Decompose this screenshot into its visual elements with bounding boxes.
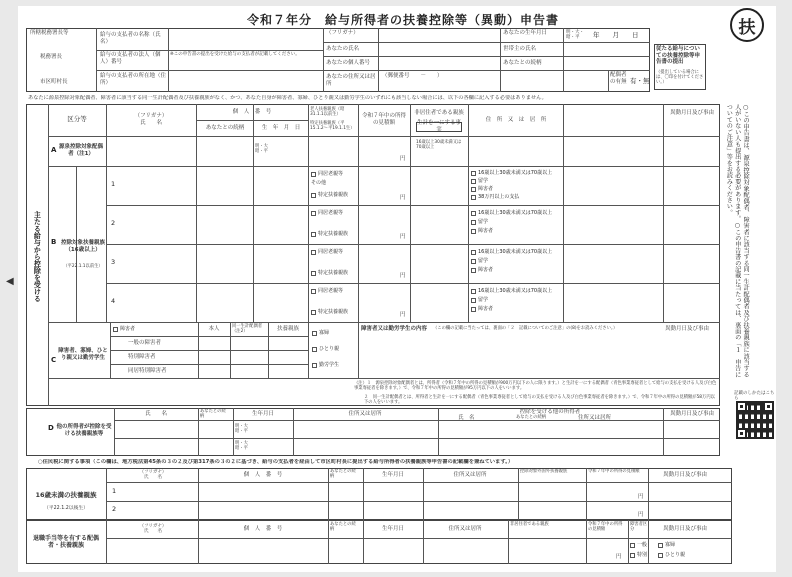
section-a-yen: 円 <box>400 156 406 162</box>
retire-opt-single: ひとり親 <box>665 552 686 558</box>
birth-era: 明・大・昭・平 <box>566 30 584 41</box>
section-b-sub: （平22.1.1以前生） <box>63 264 103 269</box>
row4-yen: 円 <box>400 312 406 318</box>
payer-address-field[interactable] <box>170 72 320 90</box>
retire-name: （フリガナ） 氏 名 <box>139 523 167 534</box>
u16-name: （フリガナ） 氏 名 <box>139 469 167 480</box>
retire-opt-widow: 寡婦 <box>665 542 676 548</box>
your-number-label: あなたの個人番号 <box>326 60 371 66</box>
nonres-r4-opt3: 障害者 <box>478 306 494 312</box>
nonres-r4-1[interactable] <box>471 289 476 294</box>
section-c-letter: C <box>51 356 57 364</box>
col-birth: 生 年 月 日 <box>261 124 301 131</box>
section-a-letter: A <box>51 146 57 154</box>
d-other-earner: 控除を受ける他の所得者 <box>519 408 581 415</box>
retire-nonres: 非居住者である親族 <box>510 522 549 527</box>
d-birth: 生年月日 <box>251 411 274 418</box>
head-name-label: 世帯主の氏名 <box>503 46 537 52</box>
elderly-checkbox-3[interactable] <box>311 250 316 255</box>
retire-disabled: 障害者区分 <box>630 522 648 533</box>
furigana-label: （フリガナ） <box>326 30 359 36</box>
special-opt-r4: 特定扶養親族 <box>318 309 349 315</box>
disability-label: 障害者 <box>120 326 136 332</box>
disability-detail-label: 障害者又は勤労学生の内容 <box>361 326 428 332</box>
widow-checkbox[interactable] <box>312 331 317 336</box>
retire-opt-special: 特別 <box>637 552 648 558</box>
tax-office-label: 所轄税務署長等 <box>30 30 69 36</box>
side-label-main: 主たる給与から控除を受ける <box>33 210 42 302</box>
payer-name-label: 給与の支払者の名称（氏名） <box>100 32 161 45</box>
your-name-field[interactable] <box>380 30 498 54</box>
elderly-opt1-r4: 同居老親等 <box>318 288 344 294</box>
nonres-r3-1[interactable] <box>471 250 476 255</box>
form-page <box>6 6 776 572</box>
u16-row-2: 2 <box>112 505 117 513</box>
special-checkbox-2[interactable] <box>311 232 316 237</box>
elderly-opt1: 同居老親等 <box>318 171 344 177</box>
retire-relation: あなたとの続柄 <box>330 522 356 533</box>
elderly-opt1-r3: 同居老親等 <box>318 249 344 255</box>
row1-yen: 円 <box>400 195 406 201</box>
nonres-checkbox-2[interactable] <box>471 179 476 184</box>
note-2: ２ 同一生計配偶者とは、所得者と生計を一にする配偶者（青色事業専従者として給与の支払を受ける人及び白色事業専従者を除きます。）で、令和７年中の所得の見積額が58万円以下の人をいいます。 <box>364 395 715 406</box>
section-b-letter: B <box>51 238 57 246</box>
under16-sub: （平22.1.2以後生） <box>44 506 89 511</box>
disability-row-general: 一般の障害者 <box>128 340 162 346</box>
col-elderly: 老人扶養親族（昭31.1.1以前生） <box>310 107 345 118</box>
nonres-r3-3[interactable] <box>471 268 476 273</box>
intro-text: あなたに源泉控除対象配偶者、障害者に該当する同一生計配偶者及び扶養親族がなく、かつ、あなた自身が障害者、寡婦、ひとり親又は勤労学生のいずれにも該当しない場合には、以下の各欄に記入する必要はありません。 <box>28 95 547 101</box>
payer-address-label: 給与の支払者の所在地（住所） <box>100 73 167 86</box>
nonres-r4-opt1: 16歳以上30歳未満又は70歳以上 <box>478 288 553 294</box>
single-parent-checkbox[interactable] <box>312 347 317 352</box>
spouse-label: 配偶者の有無 <box>610 72 627 85</box>
your-number-field[interactable] <box>380 58 498 68</box>
col-income: 令和７年中の所得の見積額 <box>361 113 406 126</box>
nonres-r3-opt2: 留学 <box>478 258 489 264</box>
u16-address: 住所又は居所 <box>453 471 487 478</box>
col-number: 個 人 番 号 <box>232 108 272 115</box>
elderly-opt2: その他 <box>311 180 327 186</box>
nonres-r4-2[interactable] <box>471 298 476 303</box>
disability-row-special: 特別障害者 <box>128 354 156 360</box>
main-table <box>26 104 720 406</box>
u16-yen-1: 円 <box>638 494 644 500</box>
disability-row-cohabit: 同居特別障害者 <box>128 368 167 374</box>
section-a-era: 明・大 昭・平 <box>255 144 268 155</box>
col-nonresident: 非居住者である親族 <box>414 109 464 116</box>
d-other-relation: あなたとの続柄 <box>516 415 547 420</box>
form-title: 令和７年分 給与所得者の扶養控除等（異動）申告書 <box>246 12 559 27</box>
u16-change: 異動月日及び事由 <box>662 471 707 478</box>
retire-opt-general: 一般 <box>637 542 648 548</box>
note-1: （注）１ 源泉控除対象配偶者とは、所得者（令和７年中の所得の見積額が900万円以下の人に限ります。）と生計を一にする配偶者（青色事業専従者として給与の支払を受ける人及び白色事業専従者を除きます。）で、令和７年中の所得の見積額が95万円以下の人をいいます。 <box>354 381 717 392</box>
dependent-row-3: 3 <box>111 258 116 266</box>
left-arrow-icon[interactable]: ◀ <box>6 276 14 287</box>
retire-general-checkbox[interactable] <box>630 543 635 548</box>
student-checkbox[interactable] <box>312 363 317 368</box>
nonres-opt2: 留学 <box>478 178 489 184</box>
secondary-note-sub: （提出している場合には、〇印を付けてください。） <box>656 70 704 86</box>
col-relation: あなたとの続柄 <box>205 124 245 131</box>
nonres-opt1: 16歳以上30歳未満又は70歳以上 <box>478 170 553 176</box>
special-opt: 特定扶養親族 <box>318 192 349 198</box>
special-checkbox-3[interactable] <box>311 271 316 276</box>
retire-yen: 円 <box>616 554 622 560</box>
section-d-letter: D <box>48 424 54 432</box>
qr-label: 記載のしかたはこちら <box>734 391 775 402</box>
section-d-label: 他の所得者が控除を受ける扶養親族等 <box>56 424 112 437</box>
u16-number: 個 人 番 号 <box>243 471 283 478</box>
resident-tax-header: ○住民税に関する事項（この欄は、地方税法第45条の３の２及び第317条の３の２に基づき、給与の支払者を経由して市区町村長に提出する給与所得者の扶養親族等申告書の記載欄を兼ねています。） <box>38 459 514 465</box>
birth-date-label: あなたの生年月日 <box>503 30 548 36</box>
single-parent-label: ひとり親 <box>319 346 340 352</box>
row2-yen: 円 <box>400 234 406 240</box>
nonres-checkbox-1[interactable] <box>471 171 476 176</box>
tax-office-chief-label: 税務署長 <box>40 54 63 60</box>
under16-label: 16歳未満の扶養親族 <box>35 491 97 500</box>
d-era-2: 明・大 昭・平 <box>235 441 248 452</box>
section-a-nonres: 16歳以上30歳未満又は70歳以上 <box>416 140 462 151</box>
dependent-row-2: 2 <box>111 219 116 227</box>
retire-single-checkbox[interactable] <box>658 553 663 558</box>
elderly-checkbox-4[interactable] <box>311 289 316 294</box>
special-opt-r2: 特定扶養親族 <box>318 231 349 237</box>
section-c-label: 障害者、寡婦、ひとり親又は勤労学生 <box>58 348 108 361</box>
section-a-label: 源泉控除対象配偶者（注1） <box>58 144 103 157</box>
disability-col-self: 本人 <box>208 326 220 332</box>
special-checkbox[interactable] <box>311 193 316 198</box>
municipality-label: 市区町村長 <box>40 79 68 85</box>
nonres-checkbox-3[interactable] <box>471 187 476 192</box>
nonres-r2-2[interactable] <box>471 220 476 225</box>
col-category: 区分等 <box>67 115 87 124</box>
special-opt-r3: 特定扶養親族 <box>318 270 349 276</box>
secondary-note: 従たる給与についての扶養控除等申告書の提出 <box>656 46 701 66</box>
u16-income: 令和７年中の所得の見積額 <box>588 469 640 474</box>
nonres-r2-1[interactable] <box>471 211 476 216</box>
col-change: 異動月日及び事由 <box>669 109 714 116</box>
u16-nonres: 控除対象外国外扶養親族 <box>520 469 568 474</box>
disability-col-spouse: 同一生計配偶者（注2） <box>232 324 263 335</box>
d-change: 異動月日及び事由 <box>669 411 714 418</box>
retire-address: 住所又は居所 <box>448 525 482 532</box>
special-checkbox-4[interactable] <box>311 310 316 315</box>
nonres-r3-2[interactable] <box>471 259 476 264</box>
spouse-value[interactable]: 有・無 <box>630 77 650 85</box>
payer-note: ※この申告書の提出を受けた給与の支払者が記載してください。 <box>170 52 300 57</box>
retire-special-checkbox[interactable] <box>630 553 635 558</box>
dependent-row-4: 4 <box>111 297 116 305</box>
elderly-opt1-r2: 同居老親等 <box>318 210 344 216</box>
col-special: 特定扶養親族（平15.1.2～平19.1.1生） <box>310 121 355 132</box>
u16-row-1: 1 <box>112 487 117 495</box>
nonres-r4-opt2: 留学 <box>478 297 489 303</box>
elderly-checkbox-2[interactable] <box>311 211 316 216</box>
qr-code-icon[interactable] <box>736 401 774 439</box>
nonres-r3-opt3: 障害者 <box>478 267 494 273</box>
u16-birth: 生年月日 <box>381 471 404 478</box>
nonres-opt3: 障害者 <box>478 186 494 192</box>
nonres-r4-3[interactable] <box>471 307 476 312</box>
retire-income: 令和７年中の所得の見積額 <box>588 522 623 533</box>
disability-col-dependent: 扶養親族 <box>276 326 299 332</box>
disability-checkbox[interactable] <box>113 327 118 332</box>
your-name-label: あなたの氏名 <box>326 46 360 52</box>
fu-mark: 扶 <box>730 8 764 42</box>
nonres-r2-opt2: 留学 <box>478 219 489 225</box>
retire-number: 個 人 番 号 <box>243 525 283 532</box>
dependent-row-1: 1 <box>111 180 116 188</box>
side-notes: ○この申告書は、源泉控除対象配偶者、障害者に該当する同一生計配偶者及び扶養親族に該当する人がいない人も提出する必要があります。○この申告書の記載に当たっては、裏面の「１ 申告についてのご注意」等をお読みください。 <box>725 104 750 378</box>
d-other-address: 住所又は居所 <box>578 415 612 421</box>
col-address: 住 所 又 は 居 所 <box>485 116 547 123</box>
nonres-r3-opt1: 16歳以上30歳未満又は70歳以上 <box>478 249 553 255</box>
d-relation: あなたとの続柄 <box>200 409 226 420</box>
u16-yen-2: 円 <box>638 512 644 518</box>
payer-name-field[interactable] <box>170 30 320 48</box>
d-address: 住所又は居所 <box>348 411 382 418</box>
birth-ymd[interactable]: 年 月 日 <box>593 31 639 39</box>
relation-label: あなたとの続柄 <box>503 60 542 66</box>
col-name: （フリガナ） 氏 名 <box>134 113 168 126</box>
d-name: 氏 名 <box>144 411 167 418</box>
disability-detail-note: （この欄の記載に当たっては、裏面の「２ 記載についてのご注意」の(8)をお読みください。） <box>433 326 618 331</box>
section-b-label: 控除対象扶養親族（16歳以上） <box>60 240 105 253</box>
u16-relation: あなたとの続柄 <box>330 469 356 480</box>
retire-label: 退職手当等を有する配偶者・扶養親族 <box>32 534 99 549</box>
col-living-support: 生計を一にする事実 <box>417 120 462 133</box>
payer-number-label: 給与の支払者の法人（個人）番号 <box>100 52 161 65</box>
postal-code-field[interactable]: （郵便番号 － ） <box>382 73 443 79</box>
c-change: 異動月日及び事由 <box>665 326 710 332</box>
nonres-opt4: 38万円以上の支払 <box>478 194 520 200</box>
nonres-r2-3[interactable] <box>471 229 476 234</box>
nonres-checkbox-4[interactable] <box>471 195 476 200</box>
row3-yen: 円 <box>400 273 406 279</box>
student-label: 勤労学生 <box>319 362 340 368</box>
widow-label: 寡婦 <box>319 330 330 336</box>
d-other-name: 氏 名 <box>458 415 475 421</box>
retire-birth: 生年月日 <box>381 525 404 532</box>
nonres-r2-opt1: 16歳以上30歳未満又は70歳以上 <box>478 210 553 216</box>
your-address-label: あなたの住所又は居所 <box>326 74 376 87</box>
retire-widow-checkbox[interactable] <box>658 543 663 548</box>
retire-change: 異動月日及び事由 <box>662 525 707 532</box>
nonres-r2-opt3: 障害者 <box>478 228 494 234</box>
d-era-1: 明・大 昭・平 <box>235 424 248 435</box>
elderly-checkbox[interactable] <box>311 172 316 177</box>
